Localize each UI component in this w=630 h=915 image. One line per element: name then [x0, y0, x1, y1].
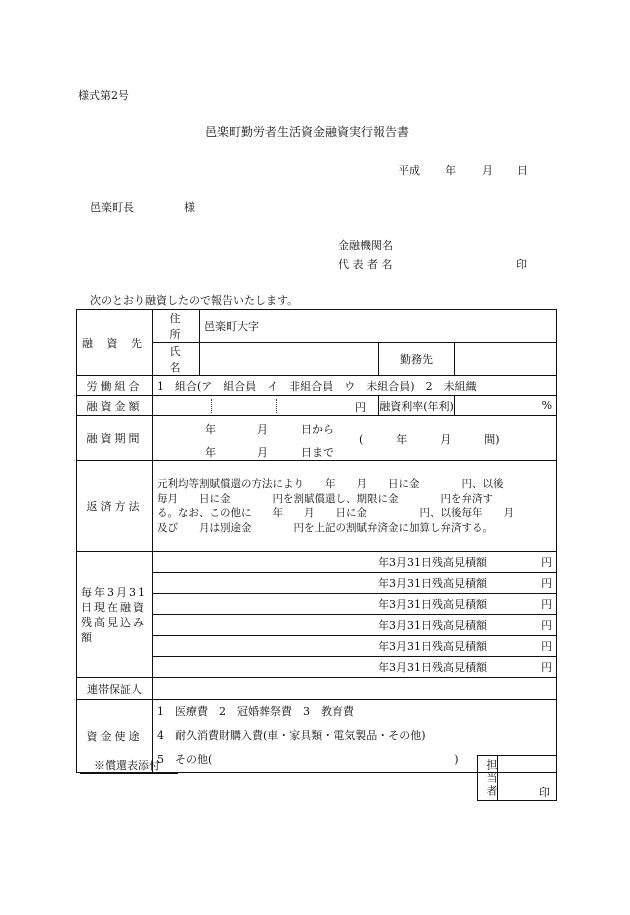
amount-divider-1: [211, 399, 212, 413]
usage-line-1: 1 医療費 2 冠婚葬祭費 3 教育費: [157, 705, 354, 718]
balance-row-yen: 円: [541, 619, 553, 632]
usage-line-3: 5 その他( ): [157, 753, 459, 766]
repayment-line-2: 毎月 日に金 円を割賦償還し、期限に金 円を弁済す: [157, 492, 493, 505]
form-number: 様式第2号: [78, 89, 129, 102]
addressee-name: 邑楽町長: [90, 201, 134, 214]
balance-row-text: 年3月31日残高見積額: [378, 619, 488, 632]
balance-row[interactable]: [153, 657, 557, 678]
employer-field[interactable]: [455, 343, 557, 376]
balance-row-yen: 円: [541, 556, 553, 569]
balance-row[interactable]: [153, 552, 557, 573]
staff-stamp-box[interactable]: [477, 755, 557, 801]
amount-field[interactable]: [153, 396, 379, 416]
guarantor-label: 連帯保証人: [77, 678, 153, 700]
balance-row-yen: 円: [541, 577, 553, 590]
balance-row-text: 年3月31日残高見積額: [378, 661, 488, 674]
balance-row-yen: 円: [541, 598, 553, 611]
balance-label: [77, 552, 153, 678]
bank-seal: 印: [516, 258, 527, 271]
period-from-day: 日から: [301, 423, 334, 436]
period-field[interactable]: [153, 416, 557, 461]
union-label: 労働組合: [77, 376, 153, 396]
repayment-field[interactable]: [153, 461, 557, 552]
staff-seal: 印: [539, 786, 550, 799]
period-to-day: 日まで: [301, 446, 334, 459]
rate-label: 融資利率(年利): [379, 396, 455, 416]
balance-row[interactable]: [153, 573, 557, 594]
balance-label-line-4: 額: [81, 630, 94, 644]
balance-row-yen: 円: [541, 640, 553, 653]
address-label: 住 所: [153, 310, 200, 343]
name-field[interactable]: [200, 343, 379, 376]
usage-label: 資金使途: [77, 700, 153, 773]
addressee-honorific: 様: [184, 201, 195, 214]
rate-field[interactable]: [455, 396, 557, 416]
employer-label: 勤務先: [379, 343, 455, 376]
guarantor-field[interactable]: [153, 678, 557, 700]
report-form-table: [76, 309, 557, 773]
balance-row[interactable]: [153, 636, 557, 657]
period-to-year: 年: [205, 446, 216, 459]
balance-label-line-2: 日現在融資: [81, 600, 146, 614]
balance-row-text: 年3月31日残高見積額: [378, 598, 488, 611]
period-from-year: 年: [205, 423, 216, 436]
footnote: ※償還表添付: [80, 757, 178, 774]
bank-representative-label: 代 表 者 名: [338, 258, 393, 271]
date-month: 月: [482, 164, 493, 177]
period-span: ( 年 月 間): [359, 433, 500, 446]
repayment-label: 返済方法: [77, 461, 153, 552]
usage-line-2: 4 耐久消費財購入費(車・家具類・電気製品・その他): [157, 729, 426, 742]
period-to-month: 月: [257, 446, 268, 459]
date-day: 日: [517, 164, 528, 177]
intro-text: 次のとおり融資したので報告いたします。: [90, 294, 299, 307]
repayment-line-4: 及び 月は別途金 円を上記の割賦弁済金に加算し弁済する。: [157, 521, 493, 534]
borrower-label: 融 資 先: [77, 310, 153, 376]
balance-row-text: 年3月31日残高見積額: [378, 577, 488, 590]
address-field[interactable]: [200, 310, 557, 343]
amount-divider-2: [276, 399, 277, 413]
repayment-line-1: 元利均等割賦償還の方法により 年 月 日に金 円、以後: [157, 478, 504, 490]
period-from-month: 月: [257, 423, 268, 436]
balance-row-text: 年3月31日残高見積額: [378, 556, 488, 569]
staff-label: 担当者: [478, 756, 498, 800]
period-label: 融資期間: [77, 416, 153, 461]
balance-row[interactable]: [153, 615, 557, 636]
balance-row-yen: 円: [541, 661, 553, 674]
balance-label-line-1: 毎年3月31: [81, 585, 147, 599]
repayment-line-3: る。なお、この他に 年 月 日に金 円、以後毎年 月: [157, 507, 514, 519]
address-value: 邑楽町大字: [204, 320, 259, 333]
union-options[interactable]: 1 組合(ア 組合員 イ 非組合員 ウ 未組合員) 2 未組織: [153, 376, 557, 396]
balance-row-text: 年3月31日残高見積額: [378, 640, 488, 653]
date-era: 平成: [398, 164, 420, 177]
page-title: 邑楽町勤労者生活資金融資実行報告書: [205, 125, 410, 139]
rate-percent: %: [541, 399, 553, 412]
date-year: 年: [445, 164, 456, 177]
balance-row[interactable]: [153, 594, 557, 615]
name-label: 氏 名: [153, 343, 200, 376]
balance-label-line-3: 残高見込み: [81, 615, 146, 629]
amount-yen: 円: [355, 401, 366, 414]
bank-institution-label: 金融機関名: [338, 239, 393, 252]
amount-label: 融資金額: [77, 396, 153, 416]
